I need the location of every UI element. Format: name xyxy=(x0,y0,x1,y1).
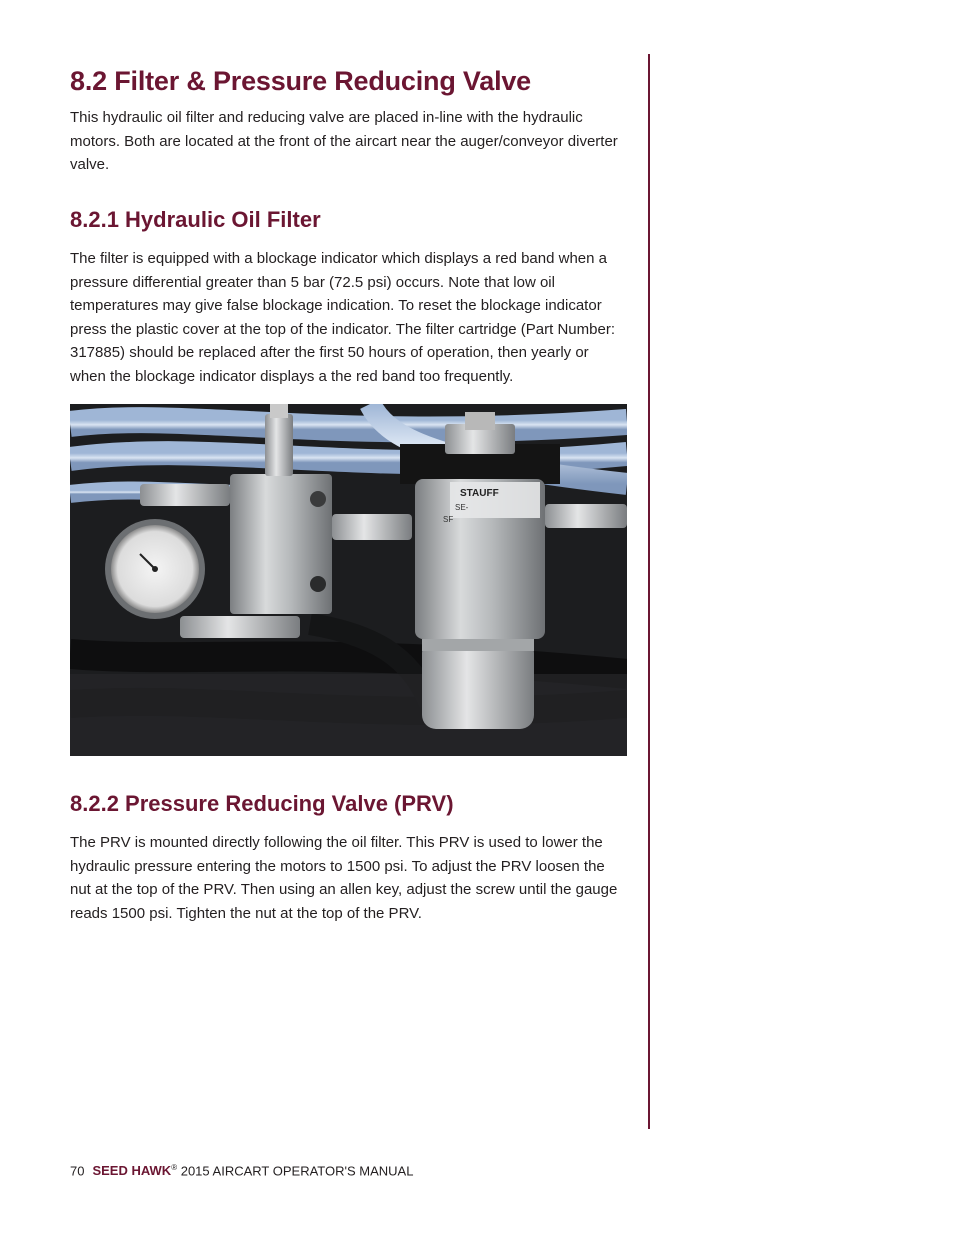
filter-valve-photo xyxy=(70,404,627,756)
page-number: 70 xyxy=(70,1163,85,1179)
margin-rule xyxy=(648,54,650,1129)
filter-model-label: SE- xyxy=(455,503,469,512)
manual-title: 2015 AIRCART OPERATOR'S MANUAL xyxy=(177,1163,414,1179)
registered-mark: ® xyxy=(171,1163,178,1172)
subsection-filter-body: The filter is equipped with a blockage indicator which displays a red band when a pressure differential greater than 5 bar (72.5 psi) occurs. Note that low oil temperatures may give false blockage indication. To reset the blockage indicator press the plastic cover at the top of the indicator. The filter cartridge (Part Number: 317885) should be replaced after the first 50 hours of operation, then yearly or when the blockage indicator displays a the red band too frequently. xyxy=(70,250,615,385)
subsection-prv-body: The PRV is mounted directly following the oil filter. This PRV is used to lower the hydraulic pressure entering the motors to 1500 psi. To adjust the PRV loosen the nut at the top of the PRV. Then using an allen key, adjust the screw until the gauge reads 1500 psi. Tighten the nut at the top of the PRV. xyxy=(70,834,618,922)
section-title: 8.2 Filter & Pressure Reducing Valve xyxy=(70,66,532,96)
filter-model-label-2: SF xyxy=(443,515,454,524)
page-footer xyxy=(70,1163,413,1178)
subsection-filter-title: 8.2.1 Hydraulic Oil Filter xyxy=(70,207,321,232)
section-intro: This hydraulic oil filter and reducing valve are placed in-line with the hydraulic motors. Both are located at the front of the aircart near the auger/conveyor diverter valve. xyxy=(70,109,618,173)
footer-brand: SEED HAWK xyxy=(92,1163,172,1179)
subsection-prv-title: 8.2.2 Pressure Reducing Valve (PRV) xyxy=(70,791,454,816)
filter-brand-label: STAUFF xyxy=(460,488,499,499)
